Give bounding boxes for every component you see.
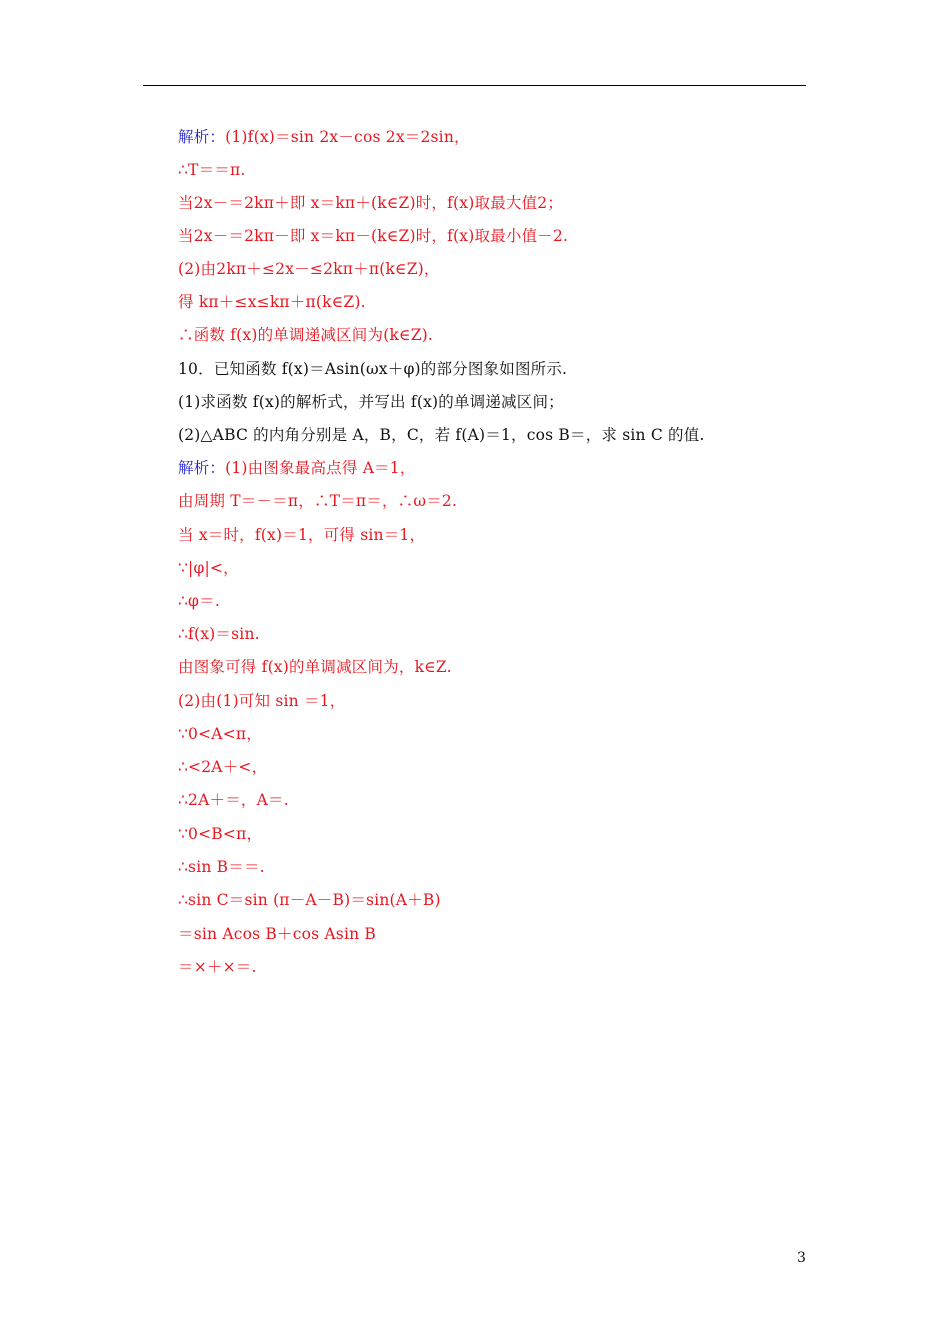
solution-line-2: ∴T＝＝π. — [178, 161, 246, 179]
solution-line-19: ∵0<B<π， — [178, 825, 263, 843]
solution-line-9: 由周期 T＝－＝π，∴T＝π＝，∴ω＝2. — [178, 492, 458, 510]
solution-line-7: ∴函数 f(x)的单调递减区间为(k∈Z). — [178, 326, 434, 344]
solution-text: (1)f(x)＝sin 2x－cos 2x＝2sin， — [225, 128, 470, 146]
solution-line-23: ＝×＋×＝. — [178, 958, 257, 976]
solution-line-10: 当 x＝时，f(x)＝1，可得 sin＝1， — [178, 526, 426, 544]
solution-line-8 — [178, 458, 416, 478]
solution-line-20: ∴sin B＝＝. — [178, 858, 265, 876]
solution-line-17: ∴<2A＋<， — [178, 758, 268, 776]
solution-line-5: (2)由2kπ＋≤2x－≤2kπ＋π(k∈Z)， — [178, 260, 440, 278]
solution-line-11: ∵|φ|<， — [178, 559, 239, 577]
solution-line-13: ∴f(x)＝sin. — [178, 625, 260, 643]
solution-label: 解析： — [178, 128, 226, 146]
solution-line-1 — [178, 127, 470, 147]
header-rule — [143, 85, 806, 86]
solution-line-22: ＝sin Acos B＋cos Asin B — [178, 925, 376, 943]
solution-text: (1)由图象最高点得 A＝1， — [225, 459, 416, 477]
solution-line-12: ∴φ＝. — [178, 592, 220, 610]
question-10-part-1: (1)求函数 f(x)的解析式，并写出 f(x)的单调递减区间； — [178, 393, 564, 411]
solution-line-3: 当2x－＝2kπ＋即 x＝kπ＋(k∈Z)时，f(x)取最大值2； — [178, 194, 564, 212]
solution-label: 解析： — [178, 459, 226, 477]
solution-line-21: ∴sin C＝sin (π－A－B)＝sin(A＋B) — [178, 891, 441, 909]
page-number: 3 — [797, 1250, 806, 1266]
solution-line-16: ∵0<A<π， — [178, 725, 262, 743]
solution-line-14: 由图象可得 f(x)的单调减区间为，k∈Z. — [178, 658, 452, 676]
solution-line-18: ∴2A＋＝，A＝. — [178, 791, 289, 809]
question-10-stem: 10．已知函数 f(x)＝Asin(ωx＋φ)的部分图象如图所示. — [178, 360, 568, 378]
solution-line-15: (2)由(1)可知 sin ＝1， — [178, 692, 346, 710]
solution-line-4: 当2x－＝2kπ－即 x＝kπ－(k∈Z)时，f(x)取最小值－2. — [178, 227, 569, 245]
solution-line-6: 得 kπ＋≤x≤kπ＋π(k∈Z). — [178, 293, 366, 311]
question-10-part-2: (2)△ABC 的内角分别是 A，B，C，若 f(A)＝1，cos B＝，求 sin C 的值. — [178, 426, 705, 444]
